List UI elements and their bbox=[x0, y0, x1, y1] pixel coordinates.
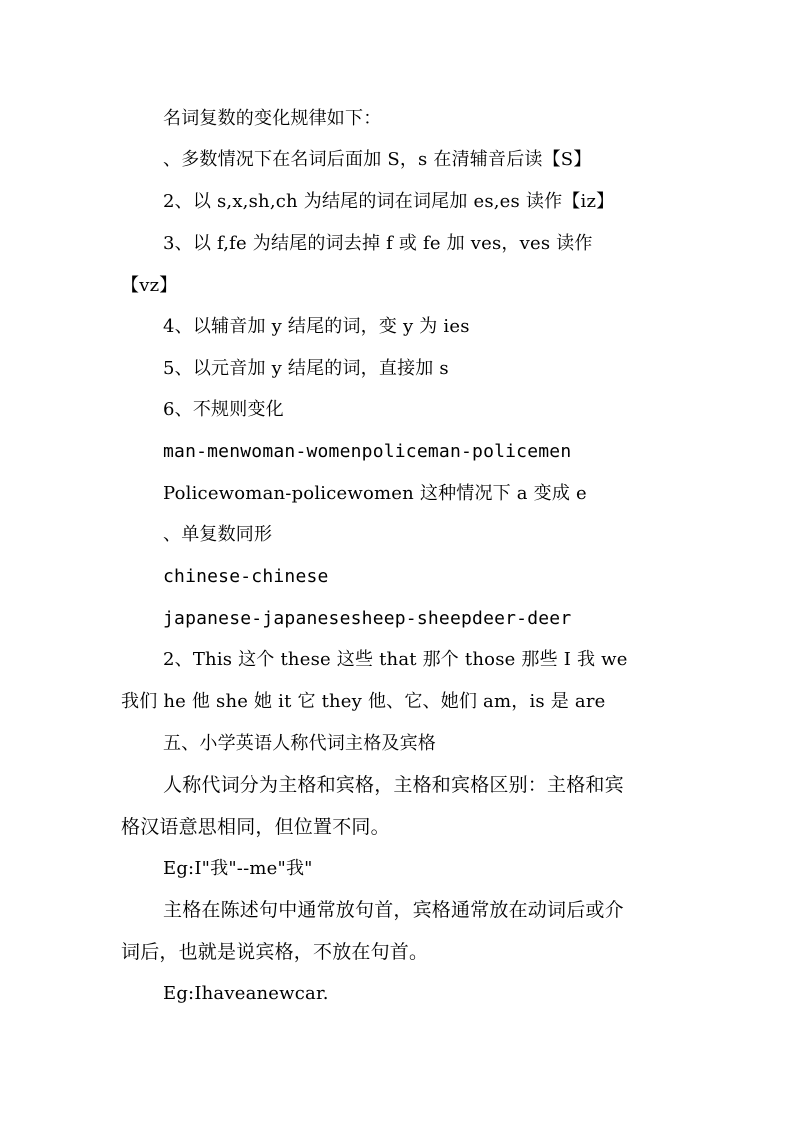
text-line: 3、以 f,fe 为结尾的词去掉 f 或 fe 加 ves，ves 读作 bbox=[163, 233, 593, 254]
text-line: 格汉语意思相同，但位置不同。 bbox=[121, 816, 390, 838]
text-line: 6、不规则变化 bbox=[163, 399, 284, 420]
text-line: Policewoman-policewomen 这种情况下 a 变成 e bbox=[163, 483, 587, 504]
text-line: man-menwoman-womenpoliceman-policemen bbox=[163, 441, 572, 462]
text-line: 、单复数同形 bbox=[163, 524, 273, 545]
text-line: chinese-chinese bbox=[163, 566, 329, 587]
text-line: Eg:Ihaveanewcar. bbox=[163, 983, 329, 1004]
text-line: 5、以元音加 y 结尾的词，直接加 s bbox=[163, 358, 449, 379]
text-line: 2、This 这个 these 这些 that 那个 those 那些 I 我 we bbox=[163, 649, 628, 670]
text-line: 主格在陈述句中通常放句首，宾格通常放在动词后或介 bbox=[163, 899, 624, 921]
text-line: 4、以辅音加 y 结尾的词，变 y 为 ies bbox=[163, 316, 470, 337]
text-line: 词后，也就是说宾格，不放在句首。 bbox=[121, 941, 429, 963]
text-line: 【vz】 bbox=[121, 275, 178, 296]
text-line: 我们 he 他 she 她 it 它 they 他、它、她们 am，is 是 are bbox=[121, 691, 606, 712]
text-line: 2、以 s,x,sh,ch 为结尾的词在词尾加 es,es 读作【iz】 bbox=[163, 191, 615, 212]
text-line: 名词复数的变化规律如下： bbox=[163, 108, 382, 129]
text-line: 五、小学英语人称代词主格及宾格 bbox=[163, 733, 436, 754]
text-line: Eg:I"我"--me"我" bbox=[163, 858, 313, 879]
text-line: 人称代词分为主格和宾格，主格和宾格区别：主格和宾 bbox=[163, 774, 624, 796]
text-line: 、多数情况下在名词后面加 S，s 在清辅音后读【S】 bbox=[163, 149, 592, 170]
text-line: japanese-japanesesheep-sheepdeer-deer bbox=[163, 608, 572, 629]
